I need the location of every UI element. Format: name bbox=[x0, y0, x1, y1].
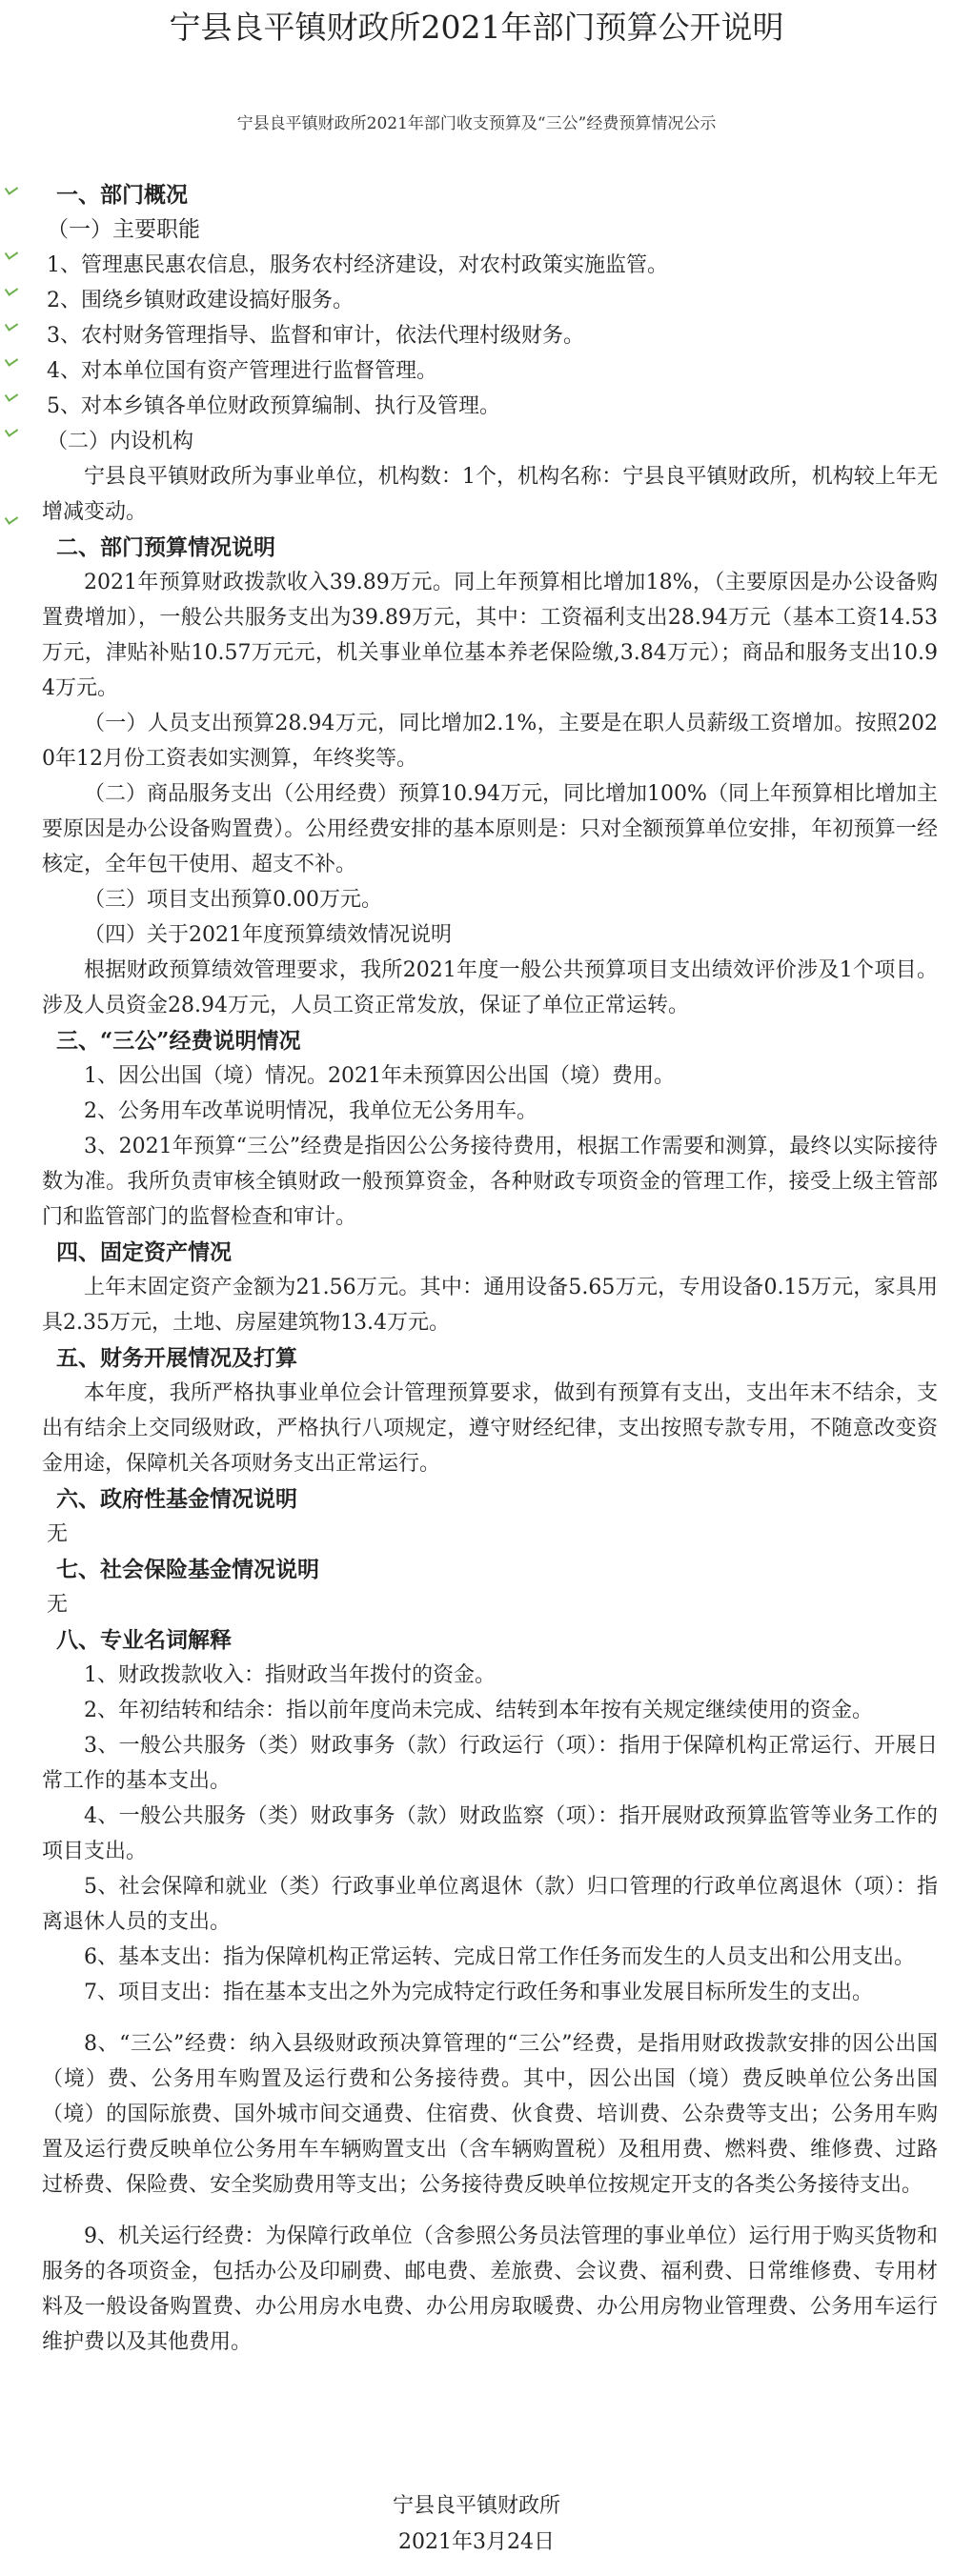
check-mark-icon bbox=[5, 512, 18, 524]
budget-paragraph: （三）项目支出预算0.00万元。 bbox=[84, 888, 382, 912]
glossary-term: 4、一般公共服务（类）财政事务（款）财政监察（项）：指开展财政预算监管等业务工作的项目支出。 bbox=[42, 1804, 938, 1863]
gov-fund-text: 无 bbox=[47, 1522, 69, 1546]
section-heading-assets: 四、固定资产情况 bbox=[56, 1239, 232, 1265]
duty-item: 4、对本单位国有资产管理进行监督管理。 bbox=[47, 359, 437, 383]
page-title: 宁县良平镇财政所2021年部门预算公开说明 bbox=[169, 9, 784, 46]
glossary-term: 5、社会保障和就业（类）行政事业单位离退休（款）归口管理的行政单位离退休（项）：指离退休人员的支出。 bbox=[42, 1875, 938, 1934]
section-heading-social-fund: 七、社会保险基金情况说明 bbox=[56, 1557, 319, 1582]
budget-paragraph: 根据财政预算绩效管理要求，我所2021年度一般公共预算项目支出绩效评价涉及1个项目。涉及人员资金28.94万元，人员工资正常发放，保证了单位正常运转。 bbox=[42, 958, 938, 1017]
three-public-paragraph: 1、因公出国（境）情况。2021年未预算因公出国（境）费用。 bbox=[84, 1064, 675, 1088]
finance-paragraph: 本年度，我所严格执事业单位会计管理预算要求，做到有预算有支出，支出年末不结余，支出有结余上交同级财政，严格执行八项规定，遵守财经纪律，支出按照专款专用，不随意改变资金用途，保障机关各项财务支出正常运行。 bbox=[42, 1381, 938, 1476]
glossary-term: 7、项目支出：指在基本支出之外为完成特定行政任务和事业发展目标所发生的支出。 bbox=[84, 1981, 873, 2004]
glossary-term: 9、机关运行经费：为保障行政单位（含参照公务员法管理的事业单位）运行用于购买货物和服务的各项资金，包括办公及印刷费、邮电费、差旅费、会议费、福利费、日常维修费、专用材料及一般设备购置费、办公用房水电费、办公用房取暖费、办公用房物业管理费、公务用车运行维护费以及其他费用。 bbox=[42, 2224, 938, 2354]
budget-paragraph: 2021年预算财政拨款收入39.89万元。同上年预算相比增加18%，（主要原因是办公设备购置费增加），一般公共服务支出为39.89万元，其中：工资福利支出28.94万元（基本工资14.53万元，津贴补贴10.57万元元，机关事业单位基本养老保险缴,3.84万元）；商品和服务支出10.94万元。 bbox=[42, 571, 938, 700]
section-heading-budget: 二、部门预算情况说明 bbox=[56, 534, 275, 560]
budget-paragraph: （二）商品服务支出（公用经费）预算10.94万元，同比增加100%（同上年预算相比增加主要原因是办公设备购置费）。公用经费安排的基本原则是：只对全额预算单位安排，年初预算一经核定，全年包干使用、超支不补。 bbox=[42, 782, 938, 876]
glossary-term: 6、基本支出：指为保障机构正常运转、完成日常工作任务而发生的人员支出和公用支出。 bbox=[84, 1945, 916, 1969]
glossary-term: 1、财政拨款收入：指财政当年拨付的资金。 bbox=[84, 1663, 496, 1687]
section-heading-three-public: 三、“三公”经费说明情况 bbox=[56, 1028, 301, 1054]
check-mark-icon bbox=[5, 247, 18, 259]
section-heading-glossary: 八、专业名词解释 bbox=[56, 1627, 232, 1653]
check-mark-icon bbox=[5, 424, 18, 436]
budget-paragraph: （一）人员支出预算28.94万元，同比增加2.1%，主要是在职人员薪级工资增加。按照2020年12月份工资表如实测算，年终奖等。 bbox=[42, 712, 938, 771]
glossary-term: 3、一般公共服务（类）财政事务（款）行政运行（项）：指用于保障机构正常运行、开展日常工作的基本支出。 bbox=[42, 1734, 938, 1793]
org-paragraph: 宁县良平镇财政所为事业单位，机构数：1个，机构名称：宁县良平镇财政所，机构较上年无增减变动。 bbox=[42, 465, 938, 524]
three-public-paragraph: 3、2021年预算“三公”经费是指因公公务接待费用，根据工作需要和测算，最终以实际接待数为准。我所负责审核全镇财政一般预算资金，各种财政专项资金的管理工作，接受上级主管部门和监管部门的监督检查和审计。 bbox=[42, 1135, 938, 1229]
duty-item: 5、对本乡镇各单位财政预算编制、执行及管理。 bbox=[47, 394, 500, 418]
footer-date: 2021年3月24日 bbox=[398, 2530, 555, 2554]
glossary-term: 2、年初结转和结余：指以前年度尚未完成、结转到本年按有关规定继续使用的资金。 bbox=[84, 1699, 873, 1722]
footer-org: 宁县良平镇财政所 bbox=[392, 2494, 560, 2518]
section-heading-overview: 一、部门概况 bbox=[56, 182, 188, 208]
check-mark-icon bbox=[5, 353, 18, 366]
duty-item: 3、农村财务管理指导、监督和审计，依法代理村级财务。 bbox=[47, 324, 584, 348]
social-fund-text: 无 bbox=[47, 1593, 69, 1617]
check-mark-icon bbox=[5, 283, 18, 295]
three-public-paragraph: 2、公务用车改革说明情况，我单位无公务用车。 bbox=[84, 1099, 537, 1123]
subheading-duties: （一）主要职能 bbox=[47, 217, 200, 242]
check-mark-icon bbox=[5, 318, 18, 331]
section-heading-gov-fund: 六、政府性基金情况说明 bbox=[56, 1486, 297, 1512]
page-subtitle: 宁县良平镇财政所2021年部门收支预算及“三公”经费预算情况公示 bbox=[236, 114, 717, 133]
section-heading-finance: 五、财务开展情况及打算 bbox=[56, 1345, 297, 1371]
glossary-term: 8、“三公”经费：纳入县级财政预决算管理的“三公”经费，是指用财政拨款安排的因公出国（境）费、公务用车购置及运行费和公务接待费。其中，因公出国（境）费反映单位公务出国（境）的国际旅费、国外城市间交通费、住宿费、伙食费、培训费、公杂费等支出；公务用车购置及运行费反映单位公务用车车辆购置支出（含车辆购置税）及租用费、燃料费、维修费、过路过桥费、保险费、安全奖励费用等支出；公务接待费反映单位按规定开支的各类公务接待支出。 bbox=[42, 2032, 938, 2197]
assets-paragraph: 上年末固定资产金额为21.56万元。其中：通用设备5.65万元，专用设备0.15万元，家具用具2.35万元，土地、房屋建筑物13.4万元。 bbox=[42, 1276, 938, 1335]
subheading-org: （二）内设机构 bbox=[47, 430, 194, 453]
document-body bbox=[42, 177, 938, 2360]
check-mark-icon bbox=[5, 389, 18, 401]
check-mark-icon bbox=[5, 182, 18, 194]
duty-item: 2、围绕乡镇财政建设搞好服务。 bbox=[47, 289, 354, 312]
duty-item: 1、管理惠民惠农信息，服务农村经济建设，对农村政策实施监管。 bbox=[47, 253, 668, 277]
budget-paragraph: （四）关于2021年度预算绩效情况说明 bbox=[84, 923, 452, 947]
